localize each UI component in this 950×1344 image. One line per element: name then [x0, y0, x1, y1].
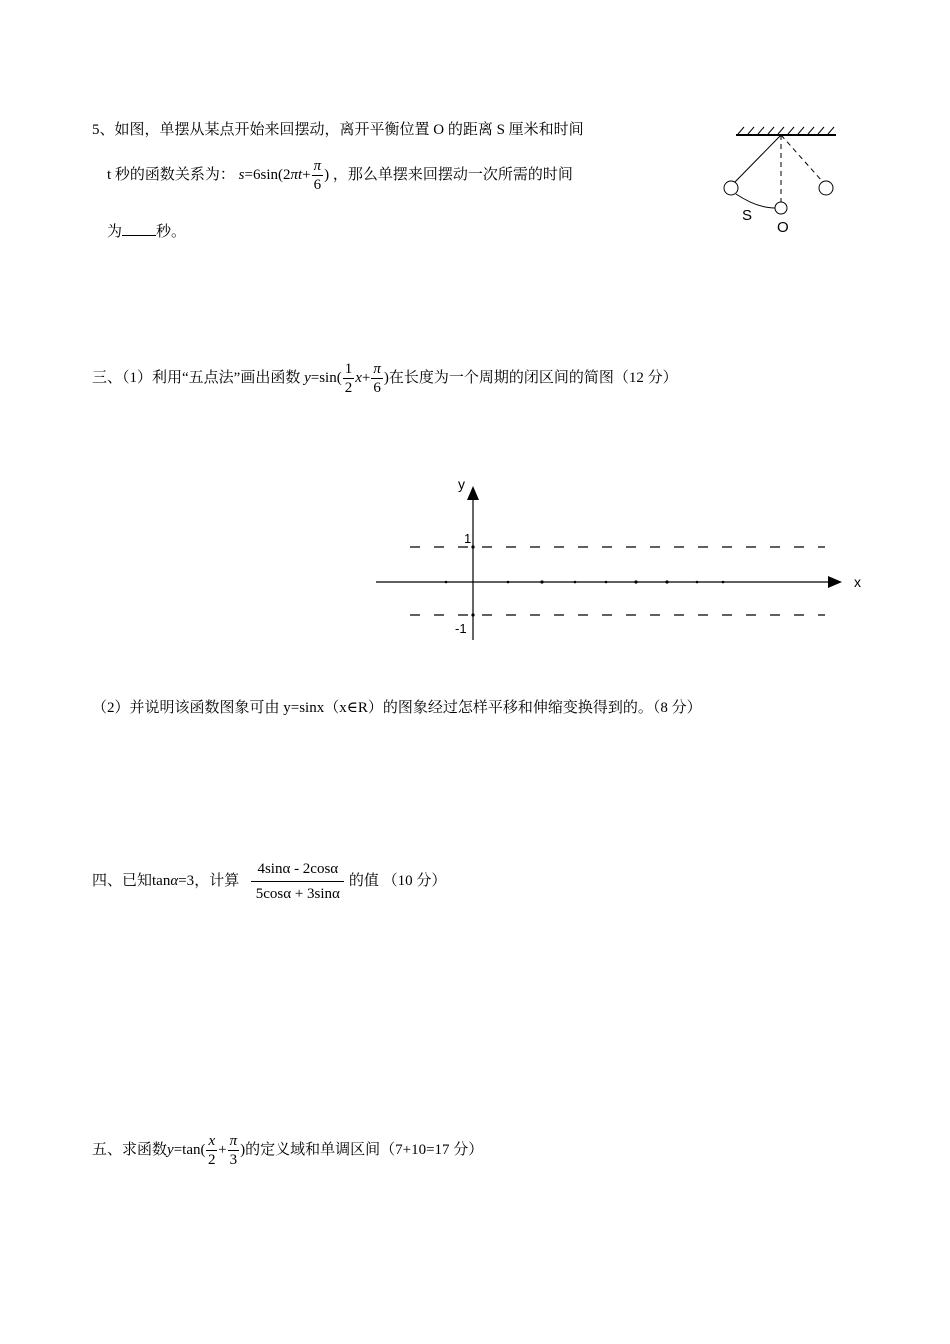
y-axis-arrow [467, 486, 479, 500]
q5b-frac1-den: 2 [208, 1151, 216, 1168]
bob-left [724, 181, 738, 195]
q4-fraction-den: 5cosα + 3sinα [255, 885, 340, 902]
ceiling-hatching [738, 127, 834, 134]
y-axis-label: y [458, 476, 465, 492]
tick-label-neg1: -1 [455, 621, 467, 636]
q5-formula-close: ) [324, 167, 330, 183]
q5-formula-pi: π [290, 167, 298, 183]
q5b-frac2 [228, 1134, 240, 1168]
q5b-func-y: y [167, 1142, 174, 1158]
q5-formula-lhs: s [238, 167, 245, 183]
q3-func-close: ) [383, 370, 389, 386]
bob-right [819, 181, 833, 195]
pendulum-figure [712, 118, 852, 240]
q5b-prefix: 五、求函数 [92, 1142, 168, 1158]
tick-y-1 [471, 545, 474, 548]
tick-label-1: 1 [464, 531, 472, 546]
q5-frac-den: 6 [313, 176, 322, 193]
q5b-frac1 [206, 1134, 217, 1168]
pendulum-string [734, 135, 781, 183]
q3-frac2-num: π [373, 360, 381, 377]
q5-formula-t: t [298, 167, 303, 183]
q5-formula-plus: + [302, 167, 311, 183]
q5b-frac1-num: x [208, 1132, 216, 1149]
q3-frac1 [343, 362, 355, 396]
q4-fraction [251, 862, 344, 902]
q5b-func-eq: =tan( [173, 1142, 206, 1158]
q3-frac1-den: 2 [344, 379, 353, 396]
q5-line2-suffix: ，那么单摆来回摆动一次所需的时间 [332, 167, 573, 183]
arc-s [736, 194, 775, 208]
q4-given-tan: tan [152, 873, 171, 889]
q5b-frac2-num: π [229, 1132, 238, 1149]
q4-fraction-num: 4sinα - 2cosα [251, 862, 344, 882]
bob-center [775, 202, 787, 214]
q5-line1: 5、如图，单摆从某点开始来回摆动，离开平衡位置 O 的距离 S 厘米和时间 [92, 122, 584, 138]
q5-formula-frac [312, 159, 324, 193]
q4-line [92, 858, 446, 904]
x-axis-label: x [854, 574, 861, 590]
q5-frac-num: π [313, 157, 322, 174]
q4-prefix: 四、已知 [92, 873, 153, 889]
coordinate-graph [370, 470, 870, 645]
tick-y-neg1 [471, 613, 474, 616]
q4-given-alpha: α [170, 873, 179, 889]
swing-dashed-line [781, 135, 822, 181]
q3-frac2-den: 6 [373, 379, 381, 396]
q3-part1-prefix: 三、（1）利用“五点法”画出函数 [92, 370, 301, 386]
q3-frac2 [371, 362, 383, 396]
q3-part1 [92, 356, 678, 400]
q5-line2 [107, 158, 573, 193]
q3-func-plus: + [361, 370, 371, 386]
answer-blank[interactable] [122, 221, 156, 236]
q3-part1-suffix: 在长度为一个周期的闭区间的简图（12 分） [388, 370, 678, 386]
q5-formula-eq: =6sin(2 [244, 167, 291, 183]
q4-suffix: 的值 （10 分） [348, 873, 447, 889]
q5-line2-prefix: t 秒的函数关系为： [107, 167, 235, 183]
label-o: O [777, 219, 789, 236]
q3-func-x: x [355, 370, 362, 386]
q5b-line [92, 1128, 483, 1172]
q3-func-eq: =sin( [310, 370, 342, 386]
q4-mid: ，计算 [194, 873, 240, 889]
x-axis-arrow [828, 576, 842, 588]
q3-func-y: y [304, 370, 311, 386]
q3-part2: （2）并说明该函数图象可由 y=sinx（x∈R）的图象经过怎样平移和伸缩变换得到的。（8 分） [92, 700, 702, 716]
q3-frac1-num: 1 [344, 360, 353, 377]
q5-line3-prefix: 为 [107, 224, 123, 240]
q4-given-eq: =3 [178, 873, 195, 889]
q5b-suffix: 的定义域和单调区间（7+10=17 分） [245, 1142, 484, 1158]
q5b-frac2-den: 3 [229, 1151, 238, 1168]
q5-line3-suffix: 秒。 [156, 224, 187, 240]
q5-line3 [107, 220, 186, 241]
q5b-func-close: ) [240, 1142, 246, 1158]
label-s: S [742, 207, 753, 224]
q5b-func-plus: + [218, 1142, 227, 1158]
